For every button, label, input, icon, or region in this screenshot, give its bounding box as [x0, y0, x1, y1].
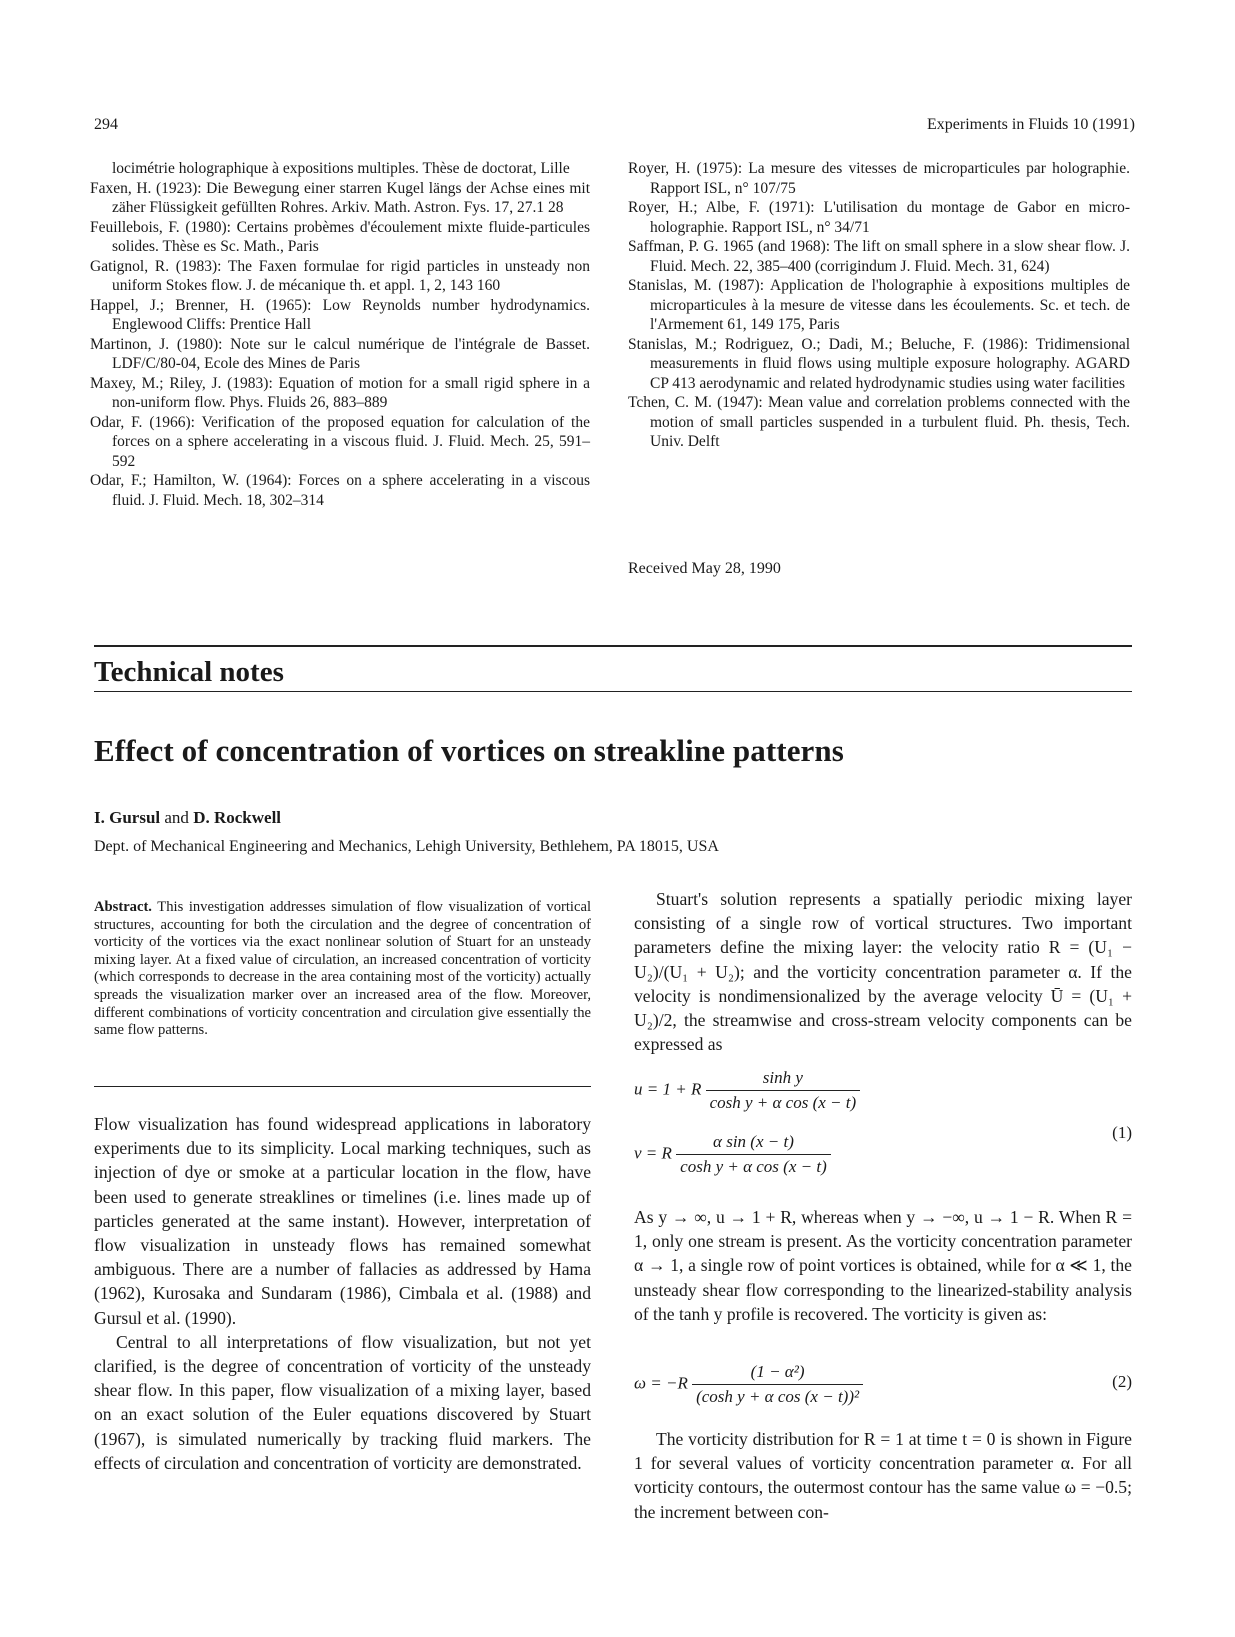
fraction: [676, 1130, 831, 1179]
reference-item: Gatignol, R. (1983): The Faxen formulae for rigid particles in unsteady non uniform Stokes flow. J. de mécanique th. et appl. 1, 2, 143 160: [90, 257, 590, 294]
affiliation: Dept. of Mechanical Engineering and Mechanics, Lehigh University, Bethlehem, PA 18015, USA: [94, 838, 719, 855]
equation-2: [634, 1360, 863, 1409]
body-paragraph: The vorticity distribution for R = 1 at time t = 0 is shown in Figure 1 for several values of vorticity concentration parameter α. For all vorticity contours, the outermost contour has the same value ω = −0.5; the increment between con-: [634, 1429, 1132, 1522]
equation-1-v: [634, 1130, 831, 1179]
body-paragraph: Central to all interpretations of flow visualization, but not yet clarified, is the degree of concentration of vorticity of the unsteady shear flow. In this paper, flow visualization of a mixing layer, based on an exact solution of the Euler equations discovered by Stuart (1967), is simulated numerically by tracking fluid markers. The effects of circulation and concentration of vorticity are demonstrated.: [94, 1331, 591, 1473]
reference-item: Odar, F. (1966): Verification of the proposed equation for calculation of the forces on a sphere accelerating in a viscous fluid. J. Fluid. Mech. 25, 591–592: [90, 413, 590, 470]
reference-item: Stanislas, M.; Rodriguez, O.; Dadi, M.; Beluche, F. (1986): Tridimensional measurements in fluid flows using multiple exposure holography. AGARD CP 413 aerodynamic and related hydrodynamic studies using water facilities: [628, 335, 1130, 392]
abstract-rule: [94, 1086, 591, 1087]
equation-1-u: [634, 1066, 860, 1115]
reference-item: Faxen, H. (1923): Die Bewegung einer starren Kugel längs der Achse eines mit zäher Flüssigkeit gefüllten Rohres. Arkiv. Math. Astron. Fys. 17, 27.1 28: [90, 179, 590, 216]
equation-lhs: v = R: [634, 1143, 672, 1163]
page-number: 294: [94, 116, 118, 133]
received-date: Received May 28, 1990: [628, 560, 781, 577]
equation-lhs: ω = −R: [634, 1373, 688, 1393]
fraction-numerator: α sin (x − t): [676, 1130, 831, 1155]
body-right-column-3: [634, 1427, 1132, 1524]
body-right-column: [634, 887, 1132, 1056]
reference-item: Stanislas, M. (1987): Application de l'holographie à expositions multiples de microparticules à la mesure de vitesse dans les écoulements. Sc. et tech. de l'Armement 61, 149 175, Paris: [628, 277, 1130, 333]
fraction: [692, 1360, 863, 1409]
fraction-denominator: cosh y + α cos (x − t): [709, 1093, 857, 1112]
fraction-denominator: (cosh y + α cos (x − t))²: [696, 1387, 860, 1406]
body-right-column-2: [634, 1205, 1132, 1326]
reference-item: Odar, F.; Hamilton, W. (1964): Forces on a sphere accelerating in a viscous fluid. J. Fluid. Mech. 18, 302–314: [90, 472, 590, 509]
authors: [94, 808, 281, 828]
body-paragraph: As y → ∞, u → 1 + R, whereas when y → −∞, u → 1 − R. When R = 1, only one stream is present. As the vorticity concentration parameter α → 1, a single row of point vortices is obtained, while for α ≪ 1, the unsteady shear flow corresponding to the linearized-stability analysis of the tanh y profile is recovered. The vorticity is given as:: [634, 1207, 1132, 1324]
author-name: D. Rockwell: [193, 808, 282, 827]
fraction-numerator: sinh y: [706, 1066, 861, 1091]
equation-lhs: u = 1 + R: [634, 1079, 702, 1099]
equation-number: (2): [1112, 1372, 1132, 1391]
author-name: I. Gursul: [94, 808, 161, 827]
author-conjunction: and: [164, 808, 189, 827]
section-rule-top: [94, 645, 1132, 647]
reference-item: locimétrie holographique à expositions multiples. Thèse de doctorat, Lille: [112, 160, 570, 177]
fraction: [706, 1066, 861, 1115]
journal-header: Experiments in Fluids 10 (1991): [927, 116, 1135, 133]
references-left: [90, 159, 590, 510]
abstract-label: Abstract.: [94, 899, 152, 915]
references-right: [628, 159, 1130, 452]
body-paragraph: Stuart's solution represents a spatially periodic mixing layer consisting of a single row of vortical structures. Two important parameters define the mixing layer: the velocity ratio R = (U₁ − U₂)/(U₁ + U₂); and the vorticity concentration parameter α. If the velocity is nondimensionalized by the average velocity Ū = (U₁ + U₂)/2, the streamwise and cross-stream velocity components can be expressed as: [634, 889, 1132, 1055]
section-rule-bottom: [94, 691, 1132, 692]
article-title: Effect of concentration of vortices on streakline patterns: [94, 733, 844, 768]
reference-item: Martinon, J. (1980): Note sur le calcul numérique de l'intégrale de Basset. LDF/C/80-04, Ecole des Mines de Paris: [90, 335, 590, 372]
body-left-column: [94, 1112, 591, 1475]
fraction-denominator: cosh y + α cos (x − t): [680, 1157, 827, 1176]
reference-item: Royer, H.; Albe, F. (1971): L'utilisation du montage de Gabor en micro-holographie. Rapport ISL, n° 34/71: [628, 199, 1130, 236]
abstract: [94, 899, 591, 1040]
section-title: Technical notes: [94, 656, 284, 688]
equation-number: (1): [1112, 1123, 1132, 1142]
reference-item: Happel, J.; Brenner, H. (1965): Low Reynolds number hydrodynamics. Englewood Cliffs: Prentice Hall: [90, 296, 590, 333]
body-paragraph: Flow visualization has found widespread applications in laboratory experiments due to its simplicity. Local marking techniques, such as injection of dye or smoke at a particular location in the flow, have been used to generate streaklines or timelines (i.e. lines made up of particles generated at the same instant). However, interpretation of flow visualization in unsteady flows has remained somewhat ambiguous. There are a number of fallacies as addressed by Hama (1962), Kurosaka and Sundaram (1986), Cimbala et al. (1988) and Gursul et al. (1990).: [94, 1114, 591, 1328]
abstract-text: This investigation addresses simulation of flow visualization of vortical structures, accounting for both the circulation and the degree of concentration of vorticity of the vortices via the exact nonlinear solution of Stuart for an unsteady mixing layer. At a fixed value of circulation, an increased concentration of vorticity (which corresponds to decrease in the area containing most of the vorticity) actually spreads the visualization marker over an increased area of the flow. Moreover, different combinations of vorticity concentration and circulation give essentially the same flow patterns.: [94, 899, 592, 1039]
reference-item: Royer, H. (1975): La mesure des vitesses de microparticules par holographie. Rapport ISL, n° 107/75: [628, 160, 1130, 197]
reference-item: Tchen, C. M. (1947): Mean value and correlation problems connected with the motion of small particles suspended in a turbulent fluid. Ph. thesis, Tech. Univ. Delft: [628, 394, 1130, 450]
reference-item: Maxey, M.; Riley, J. (1983): Equation of motion for a small rigid sphere in a non-uniform flow. Phys. Fluids 26, 883–889: [90, 374, 590, 411]
fraction-numerator: (1 − α²): [692, 1360, 863, 1385]
reference-item: Saffman, P. G. 1965 (and 1968): The lift on small sphere in a slow shear flow. J. Fluid. Mech. 22, 385–400 (corrigindum J. Fluid. Mech. 31, 624): [628, 238, 1130, 275]
reference-item: Feuillebois, F. (1980): Certains probèmes d'écoulement mixte fluide-particules solides. Thèse es Sc. Math., Paris: [90, 218, 590, 255]
